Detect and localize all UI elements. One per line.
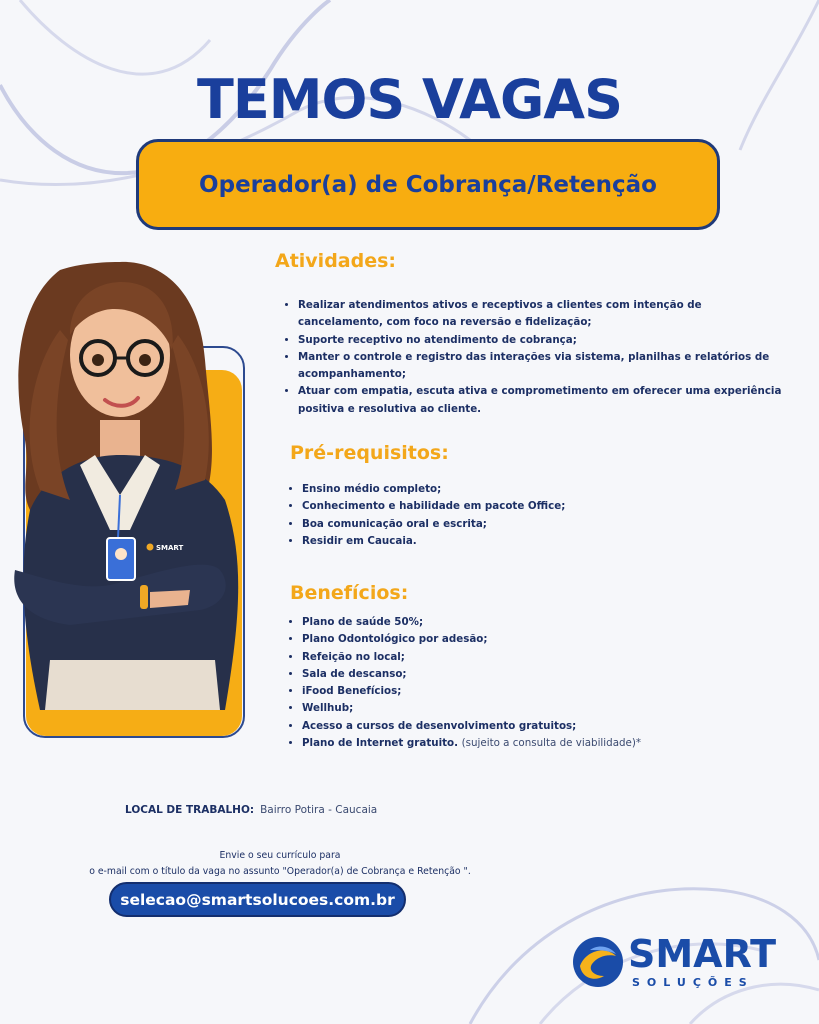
work-location	[125, 804, 377, 816]
company-logo	[572, 934, 787, 994]
requisitos-list	[282, 481, 782, 550]
list-item: • Plano de saúde 50%;	[302, 614, 782, 631]
employee-illustration	[0, 240, 250, 720]
list-item: • Realizar atendimentos ativos e receptivos a clientes com intenção de cancelamento, com foco na reversão e fidelização;	[298, 297, 783, 332]
section-title-requisitos: Pré-requisitos:	[290, 442, 449, 464]
apply-line-2: o e-mail com o título da vaga no assunto "Operador(a) de Cobrança e Retenção ".	[89, 865, 471, 877]
list-item: • Ensino médio completo;	[302, 481, 782, 498]
section-title-beneficios: Benefícios:	[290, 582, 409, 604]
jacket-logo-text: SMART	[156, 544, 184, 552]
list-item: • Conhecimento e habilidade em pacote Office;	[302, 498, 782, 515]
email-button[interactable]: selecao@smartsolucoes.com.br	[109, 882, 406, 917]
list-item-text: Plano de Internet gratuito.	[302, 737, 459, 750]
list-item	[302, 735, 782, 752]
logo-wordmark: SMART	[628, 932, 777, 976]
viability-note: (sujeito a consulta de viabilidade)*	[461, 737, 642, 750]
list-item: • Wellhub;	[302, 700, 782, 717]
apply-line-1: Envie o seu currículo para	[219, 850, 341, 861]
beneficios-list	[282, 614, 782, 752]
logo-subtitle: SOLUÇÕES	[632, 976, 754, 989]
list-item: • Boa comunicação oral e escrita;	[302, 516, 782, 533]
atividades-list	[278, 297, 783, 418]
list-item: • Refeição no local;	[302, 649, 782, 666]
list-item: • Residir em Caucaia.	[302, 533, 782, 550]
list-item: • Suporte receptivo no atendimento de cobrança;	[298, 332, 783, 349]
apply-instructions	[40, 848, 520, 879]
logo-globe-icon	[572, 936, 624, 988]
headline: TEMOS VAGAS	[197, 68, 622, 131]
list-item: • iFood Benefícios;	[302, 683, 782, 700]
list-item: • Atuar com empatia, escuta ativa e comprometimento em oferecer uma experiência positiva e resolutiva ao cliente.	[298, 383, 783, 418]
section-title-atividades: Atividades:	[275, 250, 397, 272]
work-location-value: Bairro Potira - Caucaia	[260, 804, 378, 816]
job-title-box	[136, 139, 720, 230]
job-title: Operador(a) de Cobrança/Retenção	[199, 171, 657, 198]
list-item: • Manter o controle e registro das interações via sistema, planilhas e relatórios de acompanhamento;	[298, 349, 783, 384]
work-location-label: LOCAL DE TRABALHO:	[125, 804, 255, 816]
list-item: • Acesso a cursos de desenvolvimento gratuitos;	[302, 718, 782, 735]
list-item: • Sala de descanso;	[302, 666, 782, 683]
list-item: • Plano Odontológico por adesão;	[302, 631, 782, 648]
